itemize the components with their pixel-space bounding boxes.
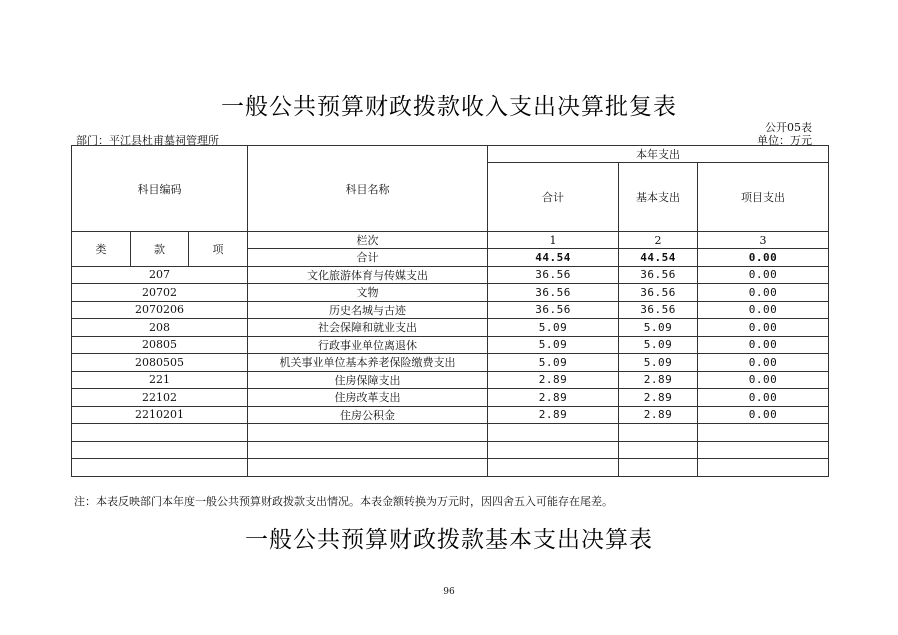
budget-table — [71, 145, 829, 477]
empty-cell — [698, 441, 829, 459]
row-project: 0.00 — [698, 319, 829, 337]
row-code: 22102 — [72, 389, 248, 407]
row-total: 36.56 — [488, 301, 619, 319]
header-code: 科目编码 — [72, 146, 248, 232]
row-name: 文化旅游体育与传媒支出 — [248, 266, 488, 284]
page-title: 一般公共预算财政拨款收入支出决算批复表 — [221, 94, 677, 120]
col-index-1: 1 — [488, 232, 619, 249]
row-project: 0.00 — [698, 371, 829, 389]
row-total: 2.89 — [488, 389, 619, 407]
empty-cell — [72, 441, 248, 459]
empty-cell — [72, 424, 248, 442]
row-project: 0.00 — [698, 266, 829, 284]
empty-cell — [619, 424, 698, 442]
empty-cell — [72, 459, 248, 477]
table-row — [72, 406, 829, 424]
row-name: 住房公积金 — [248, 406, 488, 424]
empty-row — [72, 441, 829, 459]
row-name: 行政事业单位离退休 — [248, 336, 488, 354]
header-kuan: 款 — [131, 232, 189, 267]
department-label: 部门：平江县杜甫墓祠管理所 — [76, 134, 219, 147]
row-project: 0.00 — [698, 354, 829, 372]
page-number: 96 — [443, 587, 455, 597]
table-row — [72, 319, 829, 337]
empty-cell — [619, 441, 698, 459]
col-index-3: 3 — [698, 232, 829, 249]
row-total: 5.09 — [488, 319, 619, 337]
row-total: 5.09 — [488, 336, 619, 354]
row-name: 文物 — [248, 284, 488, 302]
row-total: 2.89 — [488, 406, 619, 424]
row-name: 机关事业单位基本养老保险缴费支出 — [248, 354, 488, 372]
row-code: 20805 — [72, 336, 248, 354]
empty-row — [72, 424, 829, 442]
row-code: 20702 — [72, 284, 248, 302]
unit-label: 单位：万元 — [757, 134, 812, 147]
row-code: 207 — [72, 266, 248, 284]
header-basic: 基本支出 — [619, 163, 698, 232]
row-project: 0.00 — [698, 336, 829, 354]
row-name: 历史名城与古迹 — [248, 301, 488, 319]
row-basic: 5.09 — [619, 319, 698, 337]
header-current-year: 本年支出 — [488, 146, 829, 163]
table-note: 注：本表反映部门本年度一般公共预算财政拨款支出情况。本表金额转换为万元时，因四舍五入可能存在尾差。 — [74, 495, 613, 508]
row-basic: 36.56 — [619, 301, 698, 319]
header-xiang: 项 — [189, 232, 248, 267]
empty-cell — [488, 441, 619, 459]
empty-cell — [619, 459, 698, 477]
empty-cell — [698, 459, 829, 477]
total-sum: 44.54 — [488, 249, 619, 267]
row-code: 2210201 — [72, 406, 248, 424]
header-lei: 类 — [72, 232, 131, 267]
table-row — [72, 354, 829, 372]
table-row — [72, 301, 829, 319]
table-row — [72, 371, 829, 389]
row-code: 208 — [72, 319, 248, 337]
header-name: 科目名称 — [248, 146, 488, 232]
row-code: 221 — [72, 371, 248, 389]
row-basic: 5.09 — [619, 354, 698, 372]
row-project: 0.00 — [698, 284, 829, 302]
row-code: 2080505 — [72, 354, 248, 372]
row-total: 36.56 — [488, 284, 619, 302]
col-index-2: 2 — [619, 232, 698, 249]
total-basic: 44.54 — [619, 249, 698, 267]
row-basic: 2.89 — [619, 371, 698, 389]
row-total: 5.09 — [488, 354, 619, 372]
empty-cell — [488, 424, 619, 442]
row-total: 36.56 — [488, 266, 619, 284]
row-project: 0.00 — [698, 301, 829, 319]
row-code: 2070206 — [72, 301, 248, 319]
table-row — [72, 266, 829, 284]
row-basic: 2.89 — [619, 389, 698, 407]
empty-cell — [248, 424, 488, 442]
table-row — [72, 284, 829, 302]
row-total: 2.89 — [488, 371, 619, 389]
row-basic: 5.09 — [619, 336, 698, 354]
row-basic: 36.56 — [619, 284, 698, 302]
form-number: 公开05表 — [765, 121, 812, 134]
empty-cell — [698, 424, 829, 442]
row-project: 0.00 — [698, 406, 829, 424]
row-name: 住房改革支出 — [248, 389, 488, 407]
total-project: 0.00 — [698, 249, 829, 267]
section-title: 一般公共预算财政拨款基本支出决算表 — [245, 527, 653, 553]
row-name: 社会保障和就业支出 — [248, 319, 488, 337]
row-name: 住房保障支出 — [248, 371, 488, 389]
table-row — [72, 389, 829, 407]
row-project: 0.00 — [698, 389, 829, 407]
row-basic: 36.56 — [619, 266, 698, 284]
header-total: 合计 — [488, 163, 619, 232]
empty-cell — [488, 459, 619, 477]
total-label: 合计 — [248, 249, 488, 267]
empty-cell — [248, 459, 488, 477]
empty-cell — [248, 441, 488, 459]
header-lanci: 栏次 — [248, 232, 488, 249]
row-basic: 2.89 — [619, 406, 698, 424]
header-project: 项目支出 — [698, 163, 829, 232]
table-row — [72, 336, 829, 354]
empty-row — [72, 459, 829, 477]
